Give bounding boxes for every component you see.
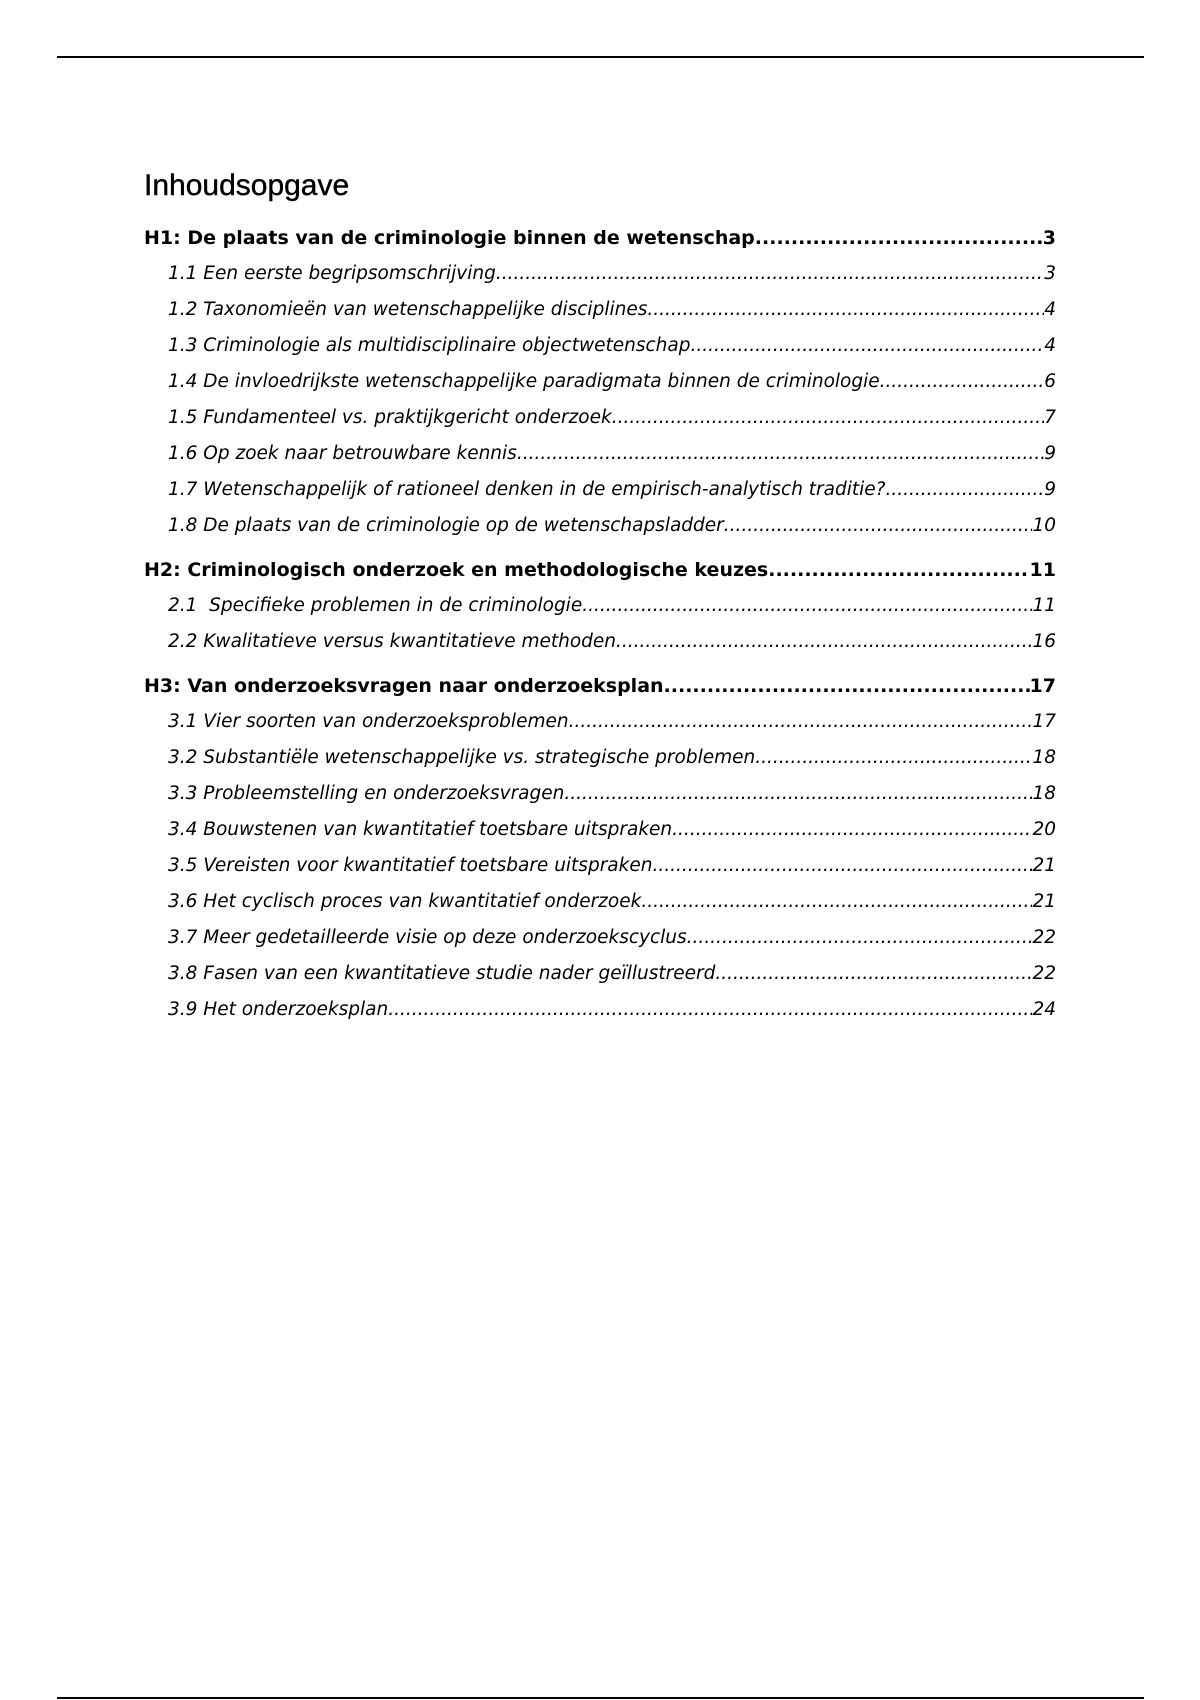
toc-section-entry-page-number: 20	[1032, 819, 1056, 840]
toc-section-entry-page-number: 18	[1032, 783, 1056, 804]
toc-section-entry[interactable]	[144, 292, 1056, 328]
toc-section-entry-label: 2.1 Specifieke problemen in de criminologie	[168, 595, 583, 616]
toc-section-entry[interactable]	[144, 992, 1056, 1028]
toc-chapter	[144, 220, 1056, 544]
dot-leader	[687, 920, 1033, 956]
toc-chapter-entry-label: H2: Criminologisch onderzoek en methodologische keuzes	[144, 559, 769, 581]
dot-leader	[641, 884, 1032, 920]
toc-section-entry-label: 1.8 De plaats van de criminologie op de wetenschapsladder	[168, 515, 724, 536]
dot-leader	[647, 292, 1044, 328]
dot-leader	[768, 552, 1029, 588]
toc-section-entry-page-number: 11	[1032, 595, 1056, 616]
toc-section-entry-label: 3.2 Substantiële wetenschappelijke vs. strategische problemen	[168, 747, 756, 768]
toc-section-entry-label: 1.2 Taxonomieën van wetenschappelijke disciplines	[168, 299, 648, 320]
toc-section-entry[interactable]	[144, 436, 1056, 472]
dot-leader	[885, 472, 1044, 508]
toc-section-entry[interactable]	[144, 364, 1056, 400]
toc-chapter	[144, 552, 1056, 660]
toc-section-entry-page-number: 9	[1044, 443, 1056, 464]
dot-leader	[724, 508, 1033, 544]
toc-chapter-entry-label: H1: De plaats van de criminologie binnen de wetenschap	[144, 227, 755, 249]
toc-section-entry-page-number: 7	[1044, 407, 1056, 428]
table-of-contents	[144, 166, 1056, 1036]
toc-section-entry-page-number: 10	[1032, 515, 1056, 536]
toc-section-entry-page-number: 22	[1032, 927, 1056, 948]
toc-section-entry[interactable]	[144, 848, 1056, 884]
dot-leader	[755, 220, 1043, 256]
toc-section-entry-page-number: 18	[1032, 747, 1056, 768]
toc-body	[144, 220, 1056, 1028]
toc-chapter-entry[interactable]	[144, 552, 1056, 588]
dot-leader	[652, 848, 1032, 884]
toc-section-entry-page-number: 22	[1032, 963, 1056, 984]
toc-section-entry-label: 3.5 Vereisten voor kwantitatief toetsbare uitspraken	[168, 855, 653, 876]
dot-leader	[755, 740, 1032, 776]
toc-chapter	[144, 668, 1056, 1028]
toc-chapter-entry-page-number: 11	[1029, 559, 1056, 581]
toc-chapter-entry-page-number: 17	[1029, 675, 1056, 697]
footer-rule	[57, 1697, 1144, 1699]
toc-section-entry-label: 3.6 Het cyclisch proces van kwantitatief onderzoek	[168, 891, 642, 912]
dot-leader	[517, 436, 1044, 472]
toc-section-entry-label: 3.1 Vier soorten van onderzoeksproblemen	[168, 711, 569, 732]
toc-section-entry[interactable]	[144, 812, 1056, 848]
toc-section-entry[interactable]	[144, 624, 1056, 660]
toc-section-entry-label: 2.2 Kwalitatieve versus kwantitatieve methoden	[168, 631, 617, 652]
toc-section-entry-label: 3.8 Fasen van een kwantitatieve studie nader geïllustreerd	[168, 963, 716, 984]
toc-chapter-entry[interactable]	[144, 668, 1056, 704]
toc-section-entry-page-number: 21	[1032, 855, 1056, 876]
toc-section-entry-label: 1.3 Criminologie als multidisciplinaire objectwetenschap	[168, 335, 691, 356]
toc-section-entry-label: 3.4 Bouwstenen van kwantitatief toetsbare uitspraken	[168, 819, 673, 840]
toc-section-entry-page-number: 4	[1044, 299, 1056, 320]
dot-leader	[564, 776, 1032, 812]
toc-section-entry-label: 3.7 Meer gedetailleerde visie op deze onderzoekscyclus	[168, 927, 687, 948]
toc-section-entry-label: 3.9 Het onderzoeksplan	[168, 999, 389, 1020]
dot-leader	[496, 256, 1044, 292]
toc-section-entry[interactable]	[144, 588, 1056, 624]
toc-section-entry-page-number: 3	[1044, 263, 1056, 284]
toc-section-entry[interactable]	[144, 400, 1056, 436]
toc-section-entry-label: 1.7 Wetenschappelijk of rationeel denken in de empirisch-analytisch traditie?	[168, 479, 886, 500]
toc-section-entry-page-number: 6	[1044, 371, 1056, 392]
toc-section-entry-label: 3.3 Probleemstelling en onderzoeksvragen	[168, 783, 565, 804]
toc-section-entry[interactable]	[144, 328, 1056, 364]
toc-section-entry[interactable]	[144, 776, 1056, 812]
toc-section-entry-page-number: 9	[1044, 479, 1056, 500]
toc-section-entry[interactable]	[144, 508, 1056, 544]
toc-title: Inhoudsopgave	[144, 169, 350, 202]
toc-section-entry[interactable]	[144, 884, 1056, 920]
toc-section-entry-label: 1.6 Op zoek naar betrouwbare kennis	[168, 443, 517, 464]
dot-leader	[664, 668, 1030, 704]
toc-chapter-entry-label: H3: Van onderzoeksvragen naar onderzoeksplan	[144, 675, 664, 697]
header-rule	[57, 56, 1144, 58]
dot-leader	[715, 956, 1032, 992]
toc-section-entry[interactable]	[144, 740, 1056, 776]
toc-chapter-entry-page-number: 3	[1042, 227, 1056, 249]
toc-section-entry-page-number: 24	[1032, 999, 1056, 1020]
toc-section-entry-label: 1.5 Fundamenteel vs. praktijkgericht onderzoek	[168, 407, 612, 428]
toc-section-entry[interactable]	[144, 704, 1056, 740]
toc-section-entry[interactable]	[144, 256, 1056, 292]
dot-leader	[880, 364, 1045, 400]
dot-leader	[582, 588, 1032, 624]
dot-leader	[672, 812, 1032, 848]
toc-section-entry-page-number: 4	[1044, 335, 1056, 356]
dot-leader	[612, 400, 1045, 436]
toc-section-entry-page-number: 17	[1032, 711, 1056, 732]
dot-leader	[569, 704, 1033, 740]
toc-section-entry-page-number: 21	[1032, 891, 1056, 912]
toc-chapter-entry[interactable]	[144, 220, 1056, 256]
dot-leader	[616, 624, 1032, 660]
toc-section-entry-label: 1.4 De invloedrijkste wetenschappelijke paradigmata binnen de criminologie	[168, 371, 880, 392]
dot-leader	[388, 992, 1032, 1028]
toc-section-entry[interactable]	[144, 956, 1056, 992]
toc-section-entry-page-number: 16	[1032, 631, 1056, 652]
toc-section-entry[interactable]	[144, 472, 1056, 508]
toc-section-entry-label: 1.1 Een eerste begripsomschrijving	[168, 263, 496, 284]
toc-section-entry[interactable]	[144, 920, 1056, 956]
dot-leader	[690, 328, 1044, 364]
